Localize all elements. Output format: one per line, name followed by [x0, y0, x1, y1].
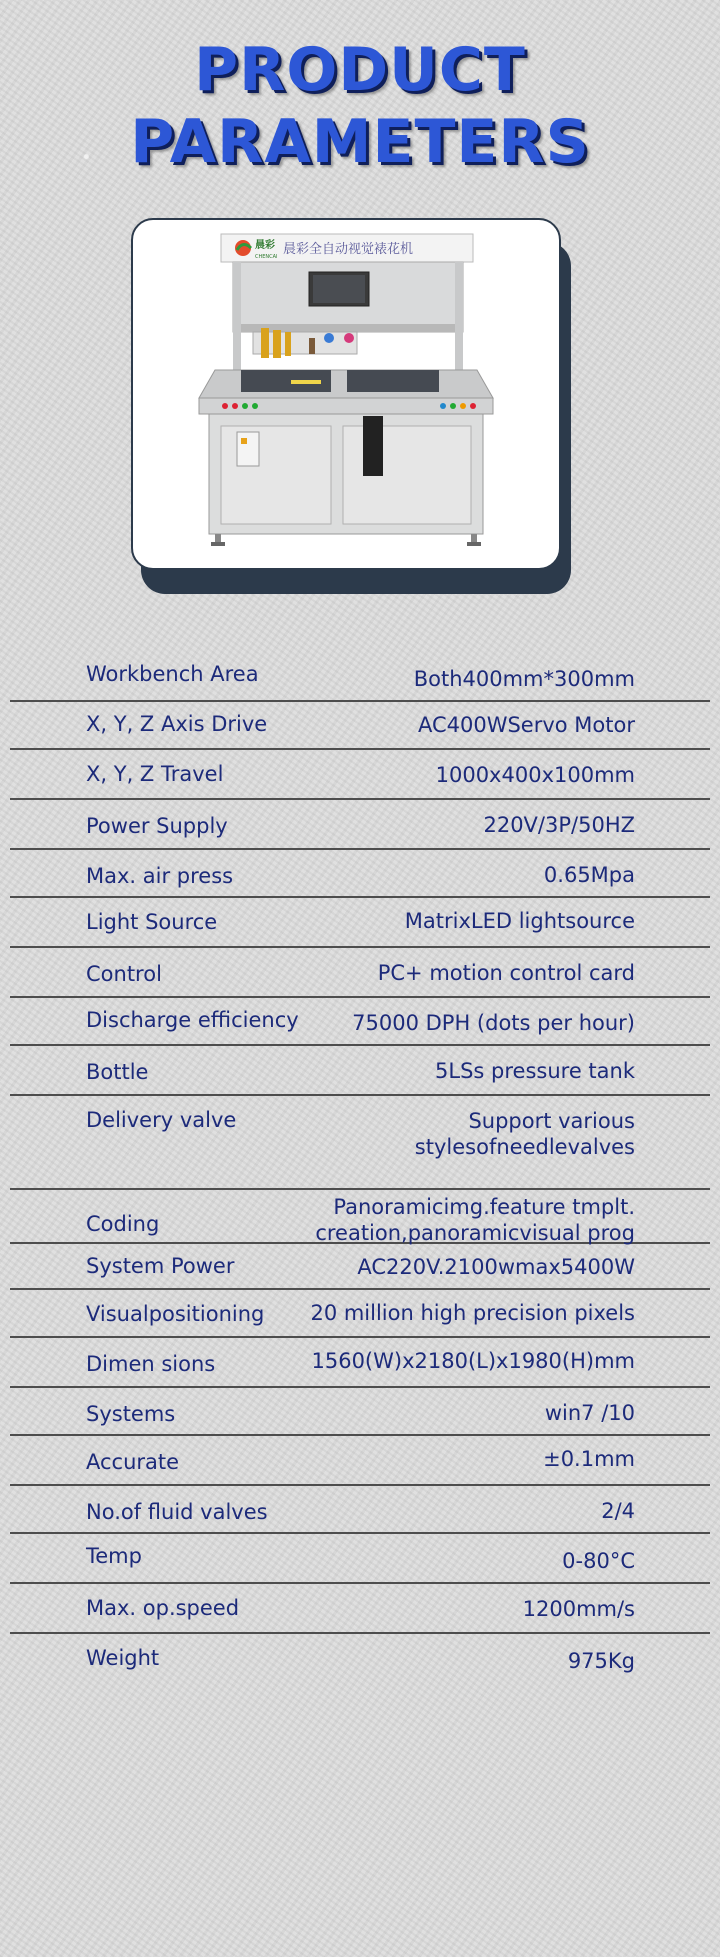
parameter-row: [10, 1634, 710, 1680]
parameter-label: Workbench Area: [86, 662, 259, 686]
parameter-label: Control: [86, 962, 162, 986]
parameter-value-line-1: 975Kg: [567, 1649, 635, 1673]
parameter-value-line-1: 220V/3P/50HZ: [483, 813, 635, 837]
parameter-value: [418, 712, 635, 738]
parameter-row: [10, 800, 710, 850]
parameter-value: [415, 1108, 635, 1160]
parameter-value: [405, 908, 635, 934]
parameter-value-line-1: 75000 DPH (dots per hour): [352, 1011, 635, 1035]
parameter-value-line-1: AC400WServo Motor: [417, 713, 635, 737]
parameter-label: Systems: [86, 1402, 176, 1426]
parameter-row: [10, 1244, 710, 1290]
parameter-row: [10, 1436, 710, 1486]
parameter-row: [10, 1190, 710, 1244]
parameter-value: [352, 1010, 635, 1036]
parameter-label: Delivery valve: [86, 1108, 237, 1132]
parameter-row: [10, 948, 710, 998]
parameter-row: [10, 898, 710, 948]
parameter-row: [10, 646, 710, 702]
brand-en: CHENCAI: [255, 254, 278, 260]
parameter-label: Bottle: [86, 1060, 149, 1084]
parameter-row: [10, 1338, 710, 1388]
parameter-label: Max. op.speed: [86, 1596, 240, 1620]
parameter-label: Accurate: [86, 1450, 180, 1474]
parameter-value-line-1: 5LSs pressure tank: [435, 1059, 635, 1083]
parameter-label: Visualpositioning: [86, 1302, 265, 1326]
parameter-row: [10, 702, 710, 750]
parameter-value-line-1: 0.65Mpa: [543, 863, 635, 887]
parameter-row: [10, 750, 710, 800]
machine-title: 晨彩全自动视觉裱花机: [283, 242, 414, 257]
parameter-value: [378, 960, 635, 986]
page-title-line-1: PRODUCT: [194, 35, 526, 105]
parameter-row: [10, 1096, 710, 1190]
product-image: [131, 218, 561, 570]
parameter-label: Temp: [86, 1544, 142, 1568]
parameter-value-line-2: creation,panoramicvisual prog: [315, 1221, 635, 1245]
parameter-value: [414, 666, 635, 692]
parameter-row: [10, 998, 710, 1046]
parameter-value-line-1: AC220V.2100wmax5400W: [357, 1255, 635, 1279]
parameter-label: Dimen sions: [86, 1352, 216, 1376]
parameter-value-line-1: win7 /10: [544, 1401, 635, 1425]
parameter-label: System Power: [86, 1254, 235, 1278]
parameter-label: X, Y, Z Axis Drive: [86, 712, 268, 736]
parameter-label: Discharge efficiency: [86, 1008, 299, 1032]
parameter-value-line-1: ±0.1mm: [543, 1447, 635, 1471]
parameter-value: [523, 1596, 635, 1622]
parameter-label: X, Y, Z Travel: [86, 762, 224, 786]
parameter-row: [10, 1584, 710, 1634]
parameter-value: [357, 1254, 635, 1280]
parameter-value: [436, 762, 635, 788]
parameter-value-line-1: Both400mm*300mm: [413, 667, 635, 691]
brand-cn: 晨彩: [255, 240, 275, 251]
parameter-value-line-1: 20 million high precision pixels: [310, 1301, 635, 1325]
parameter-value-line-1: PC+ motion control card: [377, 961, 635, 985]
parameter-row: [10, 850, 710, 898]
page-title-line-2: PARAMETERS: [130, 107, 590, 177]
parameter-value-line-1: 1000x400x100mm: [435, 763, 635, 787]
parameter-value-line-1: Panoramicimg.feature tmplt.: [333, 1195, 635, 1219]
parameter-label: Light Source: [86, 910, 218, 934]
parameter-value-line-1: MatrixLED lightsource: [404, 909, 635, 933]
parameter-value: [435, 1058, 635, 1084]
parameter-value: [543, 1446, 635, 1472]
parameter-label: Power Supply: [86, 814, 228, 838]
parameter-value: [601, 1498, 635, 1524]
parameter-label: Coding: [86, 1212, 160, 1236]
parameter-value: [310, 1300, 635, 1326]
parameter-row: [10, 1046, 710, 1096]
parameter-value-line-1: 0-80°C: [562, 1549, 635, 1573]
parameter-value: [568, 1648, 635, 1674]
parameter-value-line-1: 1560(W)x2180(L)x1980(H)mm: [311, 1349, 635, 1373]
parameter-row: [10, 1388, 710, 1436]
parameter-label: Max. air press: [86, 864, 234, 888]
parameter-value-line-2: stylesofneedlevalves: [414, 1135, 635, 1159]
parameter-value: [544, 862, 635, 888]
parameter-label: Weight: [86, 1646, 160, 1670]
dispensing-machine-illustration: [133, 220, 559, 568]
parameter-value: [311, 1348, 635, 1374]
parameter-value: [562, 1548, 635, 1574]
parameter-value: [483, 812, 635, 838]
parameter-value-line-1: Support various: [468, 1109, 635, 1133]
parameter-row: [10, 1486, 710, 1534]
parameter-value: [545, 1400, 635, 1426]
cabinet-pc: [363, 416, 383, 476]
parameter-value: [315, 1194, 635, 1246]
parameter-value-line-1: 2/4: [601, 1499, 635, 1523]
parameter-row: [10, 1290, 710, 1338]
parameter-value-line-1: 1200mm/s: [522, 1597, 635, 1621]
parameter-label: No.of fluid valves: [86, 1500, 268, 1524]
parameter-row: [10, 1534, 710, 1584]
